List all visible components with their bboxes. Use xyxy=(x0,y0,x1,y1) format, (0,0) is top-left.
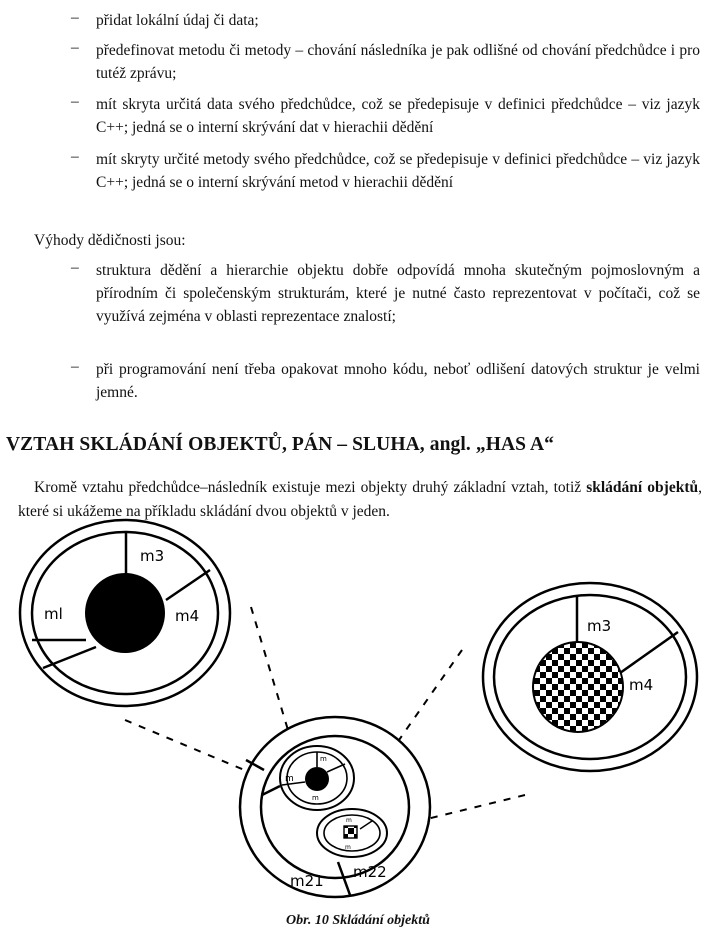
left-black-core xyxy=(85,573,165,653)
list-item: při programování není třeba opakovat mnoho kódu, neboť odlišení datových struktur je velmi jemné. xyxy=(96,361,700,401)
advantages-title: Výhody dědičnosti jsou: xyxy=(34,232,186,249)
list-bullet: – xyxy=(71,93,79,110)
label-inner-lower-1: m xyxy=(346,817,352,824)
label-m1: ml xyxy=(44,605,63,623)
intro-text-end: , které si ukážeme na příkladu skládání dvou objektů v jeden. xyxy=(18,479,702,520)
right-object-diagram xyxy=(483,583,697,771)
section-heading: VZTAH SKLÁDÁNÍ OBJEKTŮ, PÁN – SLUHA, angl. „HAS A“ xyxy=(6,434,555,455)
label-m4-right: m4 xyxy=(629,676,654,694)
label-m3-right: m3 xyxy=(587,617,612,635)
intro-bold-term: skládání objektů xyxy=(586,479,699,496)
label-m4: m4 xyxy=(175,607,200,625)
label-inner-upper-3: m xyxy=(312,794,319,802)
label-m22: m22 xyxy=(353,863,387,881)
figure-caption: Obr. 10 Skládání objektů xyxy=(286,913,430,928)
list-item: mít skryty určité metody svého předchůdce, což se předepisuje v definici předchůdce – viz jazyk C++; jedná se o interní skrývání metod v hierachii dědění xyxy=(96,151,700,191)
list-bullet: – xyxy=(71,39,79,56)
left-object-diagram xyxy=(20,520,230,706)
list-bullet: – xyxy=(71,9,79,26)
label-m3: m3 xyxy=(140,547,165,565)
label-m21: m21 xyxy=(290,872,324,890)
list-bullet: – xyxy=(71,259,79,276)
intro-text: Kromě vztahu předchůdce–následník existuje mezi objekty druhý základní vztah, totiž xyxy=(34,479,587,496)
list-item: struktura dědění a hierarchie objektu dobře odpovídá mnoha skutečným pojmoslovným a přírodním či společenským strukturám, které je nutné často reprezentovat v počítači, což se využívá zejména v oblasti reprezentace znalostí; xyxy=(96,262,700,325)
composed-object-diagram xyxy=(240,717,430,897)
list-bullet: – xyxy=(71,148,79,165)
list-item: předefinovat metodu či metody – chování následníka je pak odlišné od chování předchůdce i pro tutéž zprávu; xyxy=(96,42,700,82)
list-item: přidat lokální údaj či data; xyxy=(96,12,259,29)
label-inner-upper-1: m xyxy=(320,755,327,763)
label-inner-upper-2: m xyxy=(285,774,294,784)
right-checkered-core xyxy=(533,642,623,732)
list-item: mít skryta určitá data svého předchůdce, což se předepisuje v definici předchůdce – viz jazyk C++; jedná se o interní skrývání dat v hierachii dědění xyxy=(96,96,700,136)
label-inner-lower-2: m xyxy=(345,844,351,851)
list-bullet: – xyxy=(71,358,79,375)
